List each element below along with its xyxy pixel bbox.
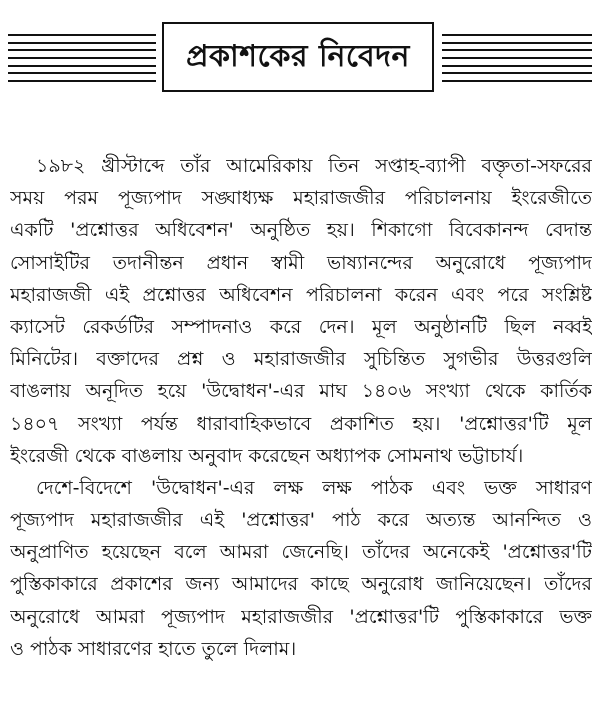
header-rule (8, 57, 156, 59)
title-box (162, 22, 434, 92)
header-rule (442, 34, 592, 36)
header-rule (442, 80, 592, 82)
header-rule (8, 49, 156, 51)
header-rule (442, 42, 592, 44)
header-rule (8, 42, 156, 44)
header-rule (442, 57, 592, 59)
text-line: ১৯৮২ খ্রীস্টাব্দে তাঁর আমেরিকায় তিন সপ্তাহ-ব্যাপী বক্তৃতা-সফরের (36, 155, 592, 177)
text-line: দেশে-বিদেশে 'উদ্বোধন'-এর লক্ষ লক্ষ পাঠক এবং ভক্ত সাধারণ (36, 476, 592, 499)
text-line: পূজ্যপাদ মহারাজজীর এই 'প্রশ্নোত্তর' পাঠ করে অত্যন্ত আনন্দিত ও (10, 509, 592, 532)
header-rule (8, 65, 156, 67)
text-line: সময় পরম পূজ্যপাদ সঙ্ঘাধ্যক্ষ মহারাজজীর পরিচালনায় ইংরেজীতে (10, 187, 592, 210)
page-header (8, 22, 592, 94)
body-text (10, 150, 592, 665)
text-line: একটি 'প্রশ্নোত্তর অধিবেশন' অনুষ্ঠিত হয়। শিকাগো বিবেকানন্দ বেদান্ত (10, 219, 592, 242)
header-rule (442, 65, 592, 67)
header-rules-right (442, 34, 592, 82)
text-line: অনুরোধে আমরা পূজ্যপাদ মহারাজজীর 'প্রশ্নোত্তর'টি পুস্তিকাকারে ভক্ত (10, 605, 592, 628)
text-line: সোসাইটির তদানীন্তন প্রধান স্বামী ভাষ্যানন্দের অনুরোধে পূজ্যপাদ (10, 251, 592, 274)
header-rule (442, 49, 592, 51)
text-line: ও পাঠক সাধারণের হাতে তুলে দিলাম। (10, 637, 297, 660)
header-rule (8, 80, 156, 82)
text-line: পুস্তিকাকারে প্রকাশের জন্য আমাদের কাছে অনুরোধ জানিয়েছেন। তাঁদের (10, 573, 592, 596)
text-line: ক্যাসেট রেকর্ডটির সম্পাদনাও করে দেন। মূল অনুষ্ঠানটি ছিল নব্বই (10, 315, 592, 338)
header-rule (442, 72, 592, 74)
text-line: ইংরেজী থেকে বাঙলায় অনুবাদ করেছেন অধ্যাপক সোমনাথ ভট্টাচার্য। (10, 444, 524, 467)
text-line: মহারাজজী এই প্রশ্নোত্তর অধিবেশন পরিচালনা করেন এবং পরে সংশ্লিষ্ট (10, 283, 592, 306)
header-rules-left (8, 34, 156, 82)
text-line: মিনিটের। বক্তাদের প্রশ্ন ও মহারাজজীর সুচিন্তিত সুগভীর উত্তরগুলি (10, 348, 592, 371)
header-rule (8, 34, 156, 36)
text-line: অনুপ্রাণিত হয়েছেন বলে আমরা জেনেছি। তাঁদের অনেকেই 'প্রশ্নোত্তর'টি (10, 541, 592, 564)
header-rule (8, 72, 156, 74)
text-line: বাঙলায় অনূদিত হয়ে 'উদ্বোধন'-এর মাঘ ১৪০৬ সংখ্যা থেকে কার্তিক (10, 380, 592, 403)
text-line: ১৪০৭ সংখ্যা পর্যন্ত ধারাবাহিকভাবে প্রকাশিত হয়। 'প্রশ্নোত্তর'টি মূল (10, 412, 592, 435)
page-title: প্রকাশকের নিবেদন (186, 38, 410, 74)
